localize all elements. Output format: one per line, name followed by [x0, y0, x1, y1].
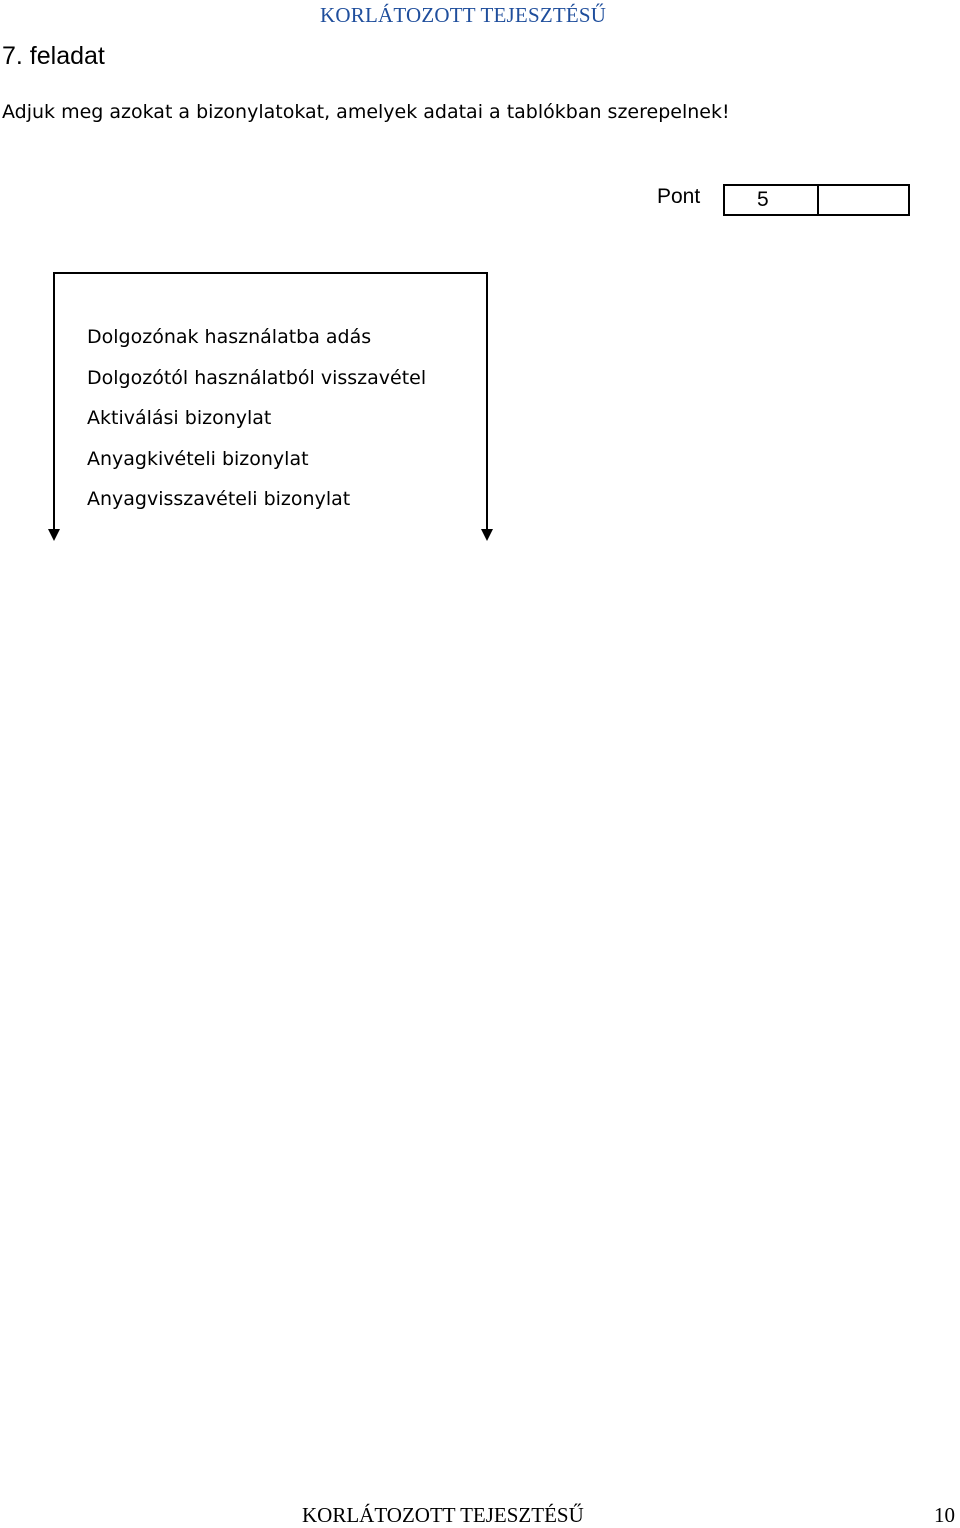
arrow-down-left-icon	[48, 529, 60, 541]
task-title: 7. feladat	[2, 42, 105, 70]
header-classification: KORLÁTOZOTT TEJESZTÉSŰ	[320, 3, 607, 27]
list-item: Anyagvisszavételi bizonylat	[87, 488, 351, 510]
score-max-cell: 5	[725, 186, 819, 214]
arrow-down-right-icon	[481, 529, 493, 541]
list-item: Dolgozótól használatból visszavétel	[87, 366, 427, 389]
footer-classification: KORLÁTOZOTT TEJESZTÉSŰ	[302, 1503, 584, 1527]
list-item: Anyagkivételi bizonylat	[87, 447, 309, 470]
list-item: Aktiválási bizonylat	[87, 407, 272, 429]
task-instruction: Adjuk meg azokat a bizonylatokat, amelyek adatai a tablókban szerepelnek!	[2, 101, 730, 123]
list-item: Dolgozónak használatba adás	[87, 326, 372, 348]
score-label: Pont	[657, 185, 701, 208]
document-list	[87, 317, 426, 520]
page-number: 10	[934, 1503, 955, 1527]
